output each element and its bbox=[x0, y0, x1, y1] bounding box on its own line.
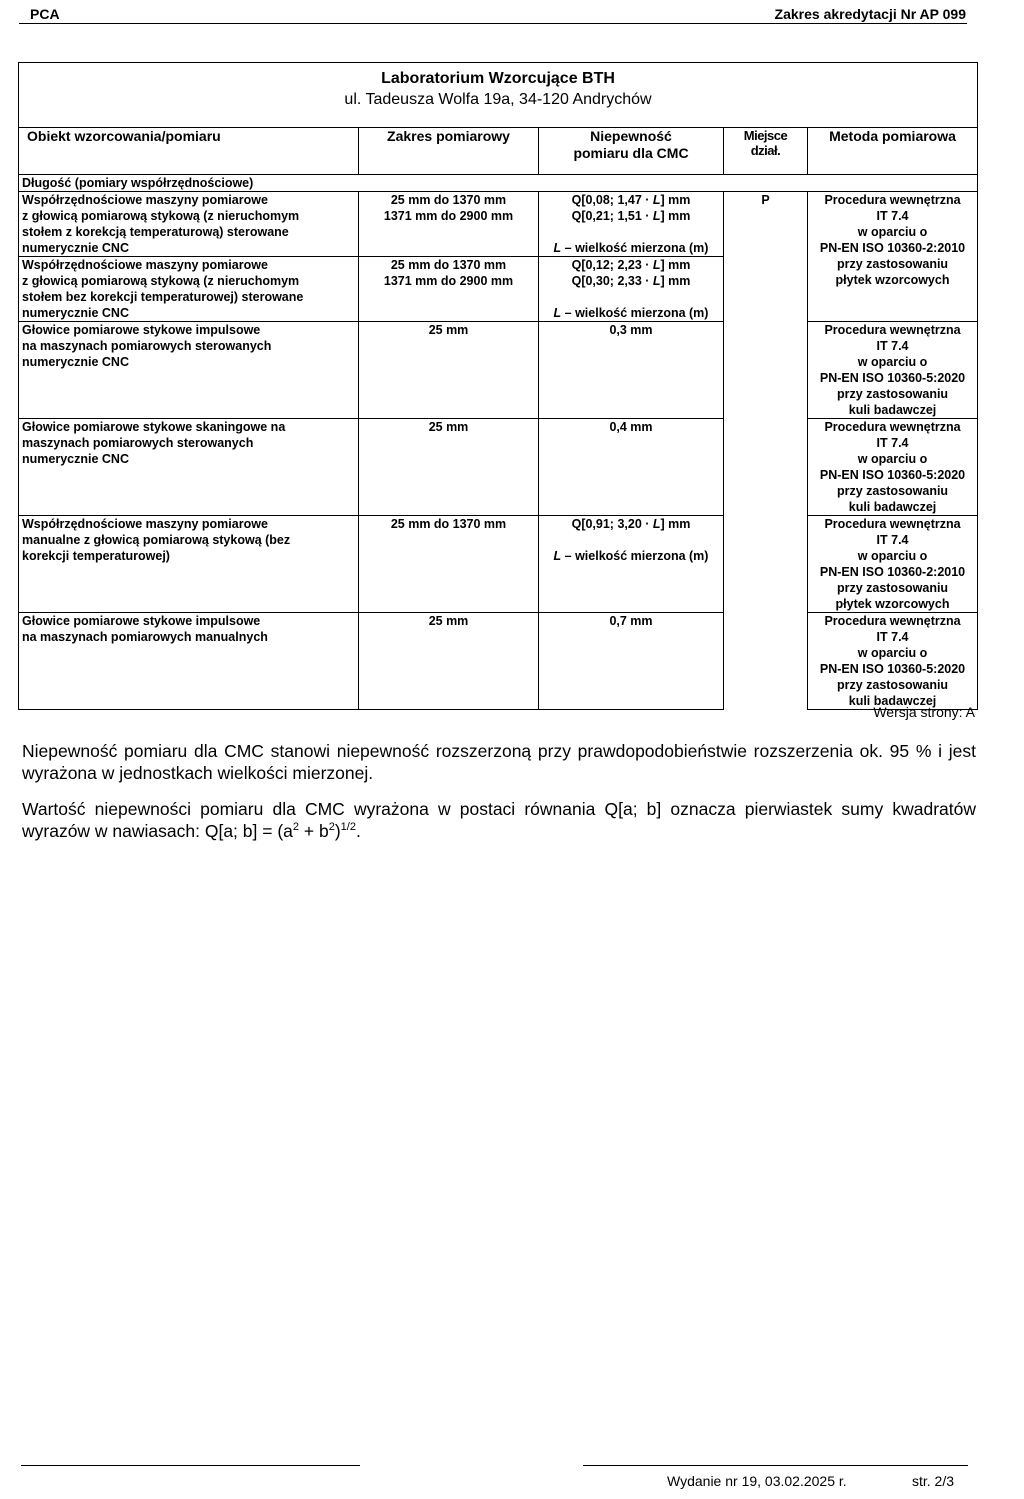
object-cell: Współrzędnościowe maszyny pomiarowe z głowicą pomiarową stykową (z nieruchomym stołem bez korekcji temperaturowej) sterowane numerycznie CNC bbox=[19, 257, 359, 322]
table-row bbox=[19, 192, 978, 257]
header-divider bbox=[19, 23, 967, 24]
method-cell: Procedura wewnętrzna IT 7.4 w oparciu o PN-EN ISO 10360-5:2020 przy zastosowaniu kuli badawczej bbox=[808, 322, 978, 419]
uncertainty-cell: Q[0,91; 3,20 · L] mm L – wielkość mierzona (m) bbox=[539, 516, 724, 613]
column-headers bbox=[19, 128, 978, 175]
object-cell: Współrzędnościowe maszyny pomiarowe z głowicą pomiarową stykową (z nieruchomym stołem z korekcją temperaturową) sterowane numerycznie CNC bbox=[19, 192, 359, 257]
method-cell: Procedura wewnętrzna IT 7.4 w oparciu o PN-EN ISO 10360-2:2010 przy zastosowaniu płytek wzorcowych bbox=[808, 516, 978, 613]
uncertainty-cell: 0,3 mm bbox=[539, 322, 724, 419]
range-cell: 25 mm do 1370 mm bbox=[359, 516, 539, 613]
method-cell: Procedura wewnętrzna IT 7.4 w oparciu o PN-EN ISO 10360-5:2020 przy zastosowaniu kuli badawczej bbox=[808, 419, 978, 516]
table-row bbox=[19, 613, 978, 710]
lab-address: ul. Tadeusza Wolfa 19a, 34-120 Andrychów bbox=[344, 91, 652, 108]
footer-line-right bbox=[583, 1465, 968, 1466]
footer-edition: Wydanie nr 19, 03.02.2025 r. bbox=[667, 1473, 847, 1489]
accreditation-table bbox=[18, 62, 978, 710]
table-row bbox=[19, 516, 978, 613]
range-cell: 25 mm bbox=[359, 322, 539, 419]
page-version: Wersja strony: A bbox=[873, 704, 975, 720]
category-row: Długość (pomiary współrzędnościowe) bbox=[19, 175, 978, 192]
uncertainty-cell: 0,7 mm bbox=[539, 613, 724, 710]
object-cell: Współrzędnościowe maszyny pomiarowe manualne z głowicą pomiarową stykową (bez korekcji temperaturowej) bbox=[19, 516, 359, 613]
object-cell: Głowice pomiarowe stykowe impulsowe na maszynach pomiarowych sterowanych numerycznie CNC bbox=[19, 322, 359, 419]
lab-name: Laboratorium Wzorcujące BTH bbox=[381, 70, 615, 87]
header-org: PCA bbox=[30, 6, 60, 22]
table-row bbox=[19, 322, 978, 419]
col-place: Miejsce dział. bbox=[724, 128, 808, 175]
object-cell: Głowice pomiarowe stykowe skaningowe na maszynach pomiarowych sterowanych numerycznie CNC bbox=[19, 419, 359, 516]
object-cell: Głowice pomiarowe stykowe impulsowe na maszynach pomiarowych manualnych bbox=[19, 613, 359, 710]
formula-note-paragraph: Wartość niepewności pomiaru dla CMC wyrażona w postaci równania Q[a; b] oznacza pierwiastek sumy kwadratów wyrazów w nawiasach: Q[a; $b] = (a^2 + b^2)^{1/2}$. bbox=[22, 799, 976, 841]
cmc-note-paragraph: Niepewność pomiaru dla CMC stanowi niepewność rozszerzoną przy prawdopodobieństwie rozszerzenia ok. 95 % i jest wyrażona w jednostkach wielkości mierzonej. bbox=[22, 741, 976, 783]
col-object: Obiekt wzorcowania/pomiaru bbox=[19, 128, 359, 175]
range-cell: 25 mm bbox=[359, 419, 539, 516]
col-range: Zakres pomiarowy bbox=[359, 128, 539, 175]
uncertainty-cell: Q[0,12; 2,23 · L] mm Q[0,30; 2,33 · L] mm L – wielkość mierzona (m) bbox=[539, 257, 724, 322]
footer-page-number: str. 2/3 bbox=[912, 1473, 955, 1489]
place-cell: P bbox=[724, 192, 808, 710]
header-scope: Zakres akredytacji Nr AP 099 bbox=[774, 6, 966, 22]
range-cell: 25 mm do 1370 mm 1371 mm do 2900 mm bbox=[359, 192, 539, 257]
lab-header bbox=[19, 63, 978, 128]
col-method: Metoda pomiarowa bbox=[808, 128, 978, 175]
col-uncertainty: Niepewność pomiaru dla CMC bbox=[539, 128, 724, 175]
range-cell: 25 mm do 1370 mm 1371 mm do 2900 mm bbox=[359, 257, 539, 322]
footer-line-left bbox=[21, 1465, 360, 1466]
table-row bbox=[19, 419, 978, 516]
method-cell: Procedura wewnętrzna IT 7.4 w oparciu o PN-EN ISO 10360-5:2020 przy zastosowaniu kuli badawczej bbox=[808, 613, 978, 710]
uncertainty-cell: 0,4 mm bbox=[539, 419, 724, 516]
uncertainty-cell: Q[0,08; 1,47 · L] mm Q[0,21; 1,51 · L] mm L – wielkość mierzona (m) bbox=[539, 192, 724, 257]
range-cell: 25 mm bbox=[359, 613, 539, 710]
method-cell: Procedura wewnętrzna IT 7.4 w oparciu o PN-EN ISO 10360-2:2010 przy zastosowaniu płytek wzorcowych bbox=[808, 192, 978, 322]
